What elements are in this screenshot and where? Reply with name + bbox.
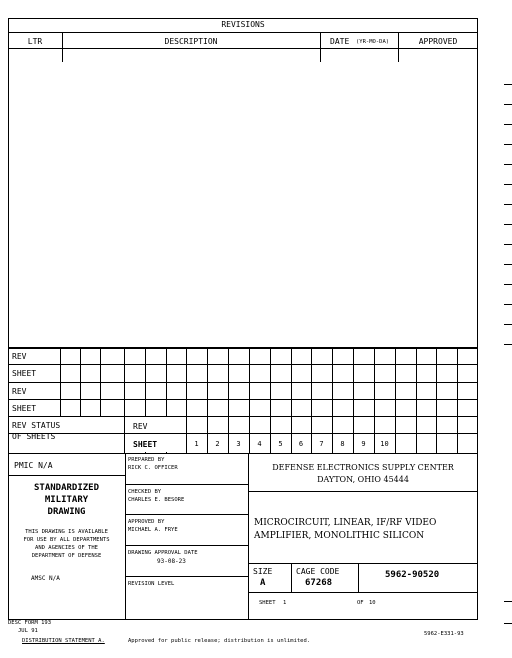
grid-line <box>395 348 396 453</box>
edge-tick <box>504 184 512 185</box>
approval-date: 93-08-23 <box>157 558 186 565</box>
of-text: OF <box>357 600 364 606</box>
approval-date-label: DRAWING APPROVAL DATE <box>128 550 198 556</box>
grid-line <box>291 348 292 453</box>
grid-line <box>416 348 417 453</box>
grid-line <box>207 348 208 453</box>
approved-label: APPROVED BY <box>128 519 165 525</box>
checked-name: CHARLES E. BESORE <box>128 497 185 503</box>
grid-line <box>353 348 354 453</box>
edge-tick <box>504 601 512 602</box>
title-line2: AMPLIFIER, MONOLITHIC SILICON <box>254 531 425 541</box>
edge-tick <box>504 104 512 105</box>
center-line1: DEFENSE ELECTRONICS SUPPLY CENTER <box>272 463 454 472</box>
grid-line <box>8 348 9 453</box>
edge-tick <box>504 84 512 85</box>
grid-line <box>124 348 125 416</box>
col-header-ltr: LTR <box>27 37 43 46</box>
avail-line2: FOR USE BY ALL DEPARTMENTS <box>23 537 110 543</box>
sheet-number-2: 2 <box>215 440 220 448</box>
rev-label-2: REV <box>12 387 27 396</box>
drawing-number: 5962-90520 <box>385 570 440 580</box>
grid-line <box>228 348 229 453</box>
edge-tick <box>504 144 512 145</box>
avail-line1: THIS DRAWING IS AVAILABLE <box>25 529 108 535</box>
col-header-approved: APPROVED <box>418 37 458 46</box>
of-num: 10 <box>369 600 376 606</box>
col-header-date: DATE <box>330 37 350 46</box>
revision-level-label: REVISION LEVEL <box>128 581 175 587</box>
edge-tick <box>504 244 512 245</box>
std-line3: DRAWING <box>47 507 86 517</box>
avail-line3: AND AGENCIES OF THE <box>35 545 98 551</box>
sheet-number-1: 1 <box>194 440 199 448</box>
grid-line <box>8 416 478 417</box>
cage-label: CAGE CODE <box>296 567 340 576</box>
edge-tick <box>504 304 512 305</box>
revisions-block <box>8 18 478 348</box>
form-line1: DESC FORM 193 <box>8 620 52 626</box>
prepared-label: PREPARED BY <box>128 457 165 463</box>
grid-line <box>80 348 81 416</box>
ref-code: 5962-E331-93 <box>424 631 464 637</box>
grid-line <box>457 348 458 453</box>
grid-line <box>477 348 478 453</box>
rev-label-1: REV <box>12 352 27 361</box>
sheet-number-9: 9 <box>361 440 366 448</box>
grid-line <box>186 348 187 453</box>
size-label: SIZE <box>253 567 273 576</box>
grid-line <box>270 348 271 453</box>
edge-tick <box>504 224 512 225</box>
edge-tick <box>504 124 512 125</box>
grid-line <box>8 382 478 383</box>
edge-tick <box>504 324 512 325</box>
edge-tick <box>504 344 512 345</box>
distribution-label: DISTRIBUTION STATEMENT A. <box>22 638 105 644</box>
title-line1: MICROCIRCUIT, LINEAR, IF/RF VIDEO <box>254 518 437 528</box>
grid-line <box>8 399 478 400</box>
col-header-date-format: (YR-MO-DA) <box>356 39 390 45</box>
cage-value: 67268 <box>305 578 333 588</box>
distribution-text: Approved for public release; distribution is unlimited. <box>128 638 311 644</box>
std-line1: STANDARDIZED <box>33 483 100 493</box>
sheet-label-2: SHEET <box>12 404 37 413</box>
col-header-description: DESCRIPTION <box>164 37 218 46</box>
size-value: A <box>260 578 266 588</box>
approved-name: MICHAEL A. FRYE <box>128 527 178 533</box>
checked-label: CHECKED BY <box>128 489 162 495</box>
grid-line <box>124 433 186 434</box>
sheet-label-3: SHEET <box>133 440 158 449</box>
sheet-num: 1 <box>283 600 287 606</box>
edge-tick <box>504 164 512 165</box>
sheet-text: SHEET <box>259 600 276 606</box>
grid-line <box>8 364 478 365</box>
grid-line <box>436 348 437 453</box>
avail-line4: DEPARTMENT OF DEFENSE <box>31 553 102 559</box>
prepared-name: RICK C. OFFICER <box>128 465 178 471</box>
sheet-number-7: 7 <box>319 440 324 448</box>
edge-tick <box>504 623 512 624</box>
revisions-title: REVISIONS <box>221 20 265 29</box>
edge-tick <box>504 284 512 285</box>
grid-line <box>374 348 375 453</box>
of-sheets-label: OF SHEETS <box>12 432 56 441</box>
form-line2: JUL 91 <box>18 628 38 634</box>
sheet-number-8: 8 <box>340 440 345 448</box>
grid-line <box>60 348 61 416</box>
sheet-number-4: 4 <box>257 440 262 448</box>
rev-label-3: REV <box>133 422 148 431</box>
std-line2: MILITARY <box>44 495 89 505</box>
edge-tick <box>504 264 512 265</box>
grid-line <box>311 348 312 453</box>
sheet-label-1: SHEET <box>12 369 37 378</box>
grid-line <box>100 348 101 416</box>
sheet-number-3: 3 <box>236 440 241 448</box>
rev-status-label: REV STATUS <box>12 421 61 430</box>
grid-line <box>249 348 250 453</box>
sheet-number-10: 10 <box>380 440 389 448</box>
amsc: AMSC N/A <box>31 575 60 582</box>
grid-line <box>8 348 478 349</box>
pmic: PMIC N/A <box>14 461 53 470</box>
sheet-number-6: 6 <box>298 440 304 448</box>
edge-tick <box>504 204 512 205</box>
sheet-number-5: 5 <box>278 440 283 448</box>
center-line2: DAYTON, OHIO 45444 <box>317 475 409 484</box>
grid-line <box>8 433 478 434</box>
grid-line <box>332 348 333 453</box>
